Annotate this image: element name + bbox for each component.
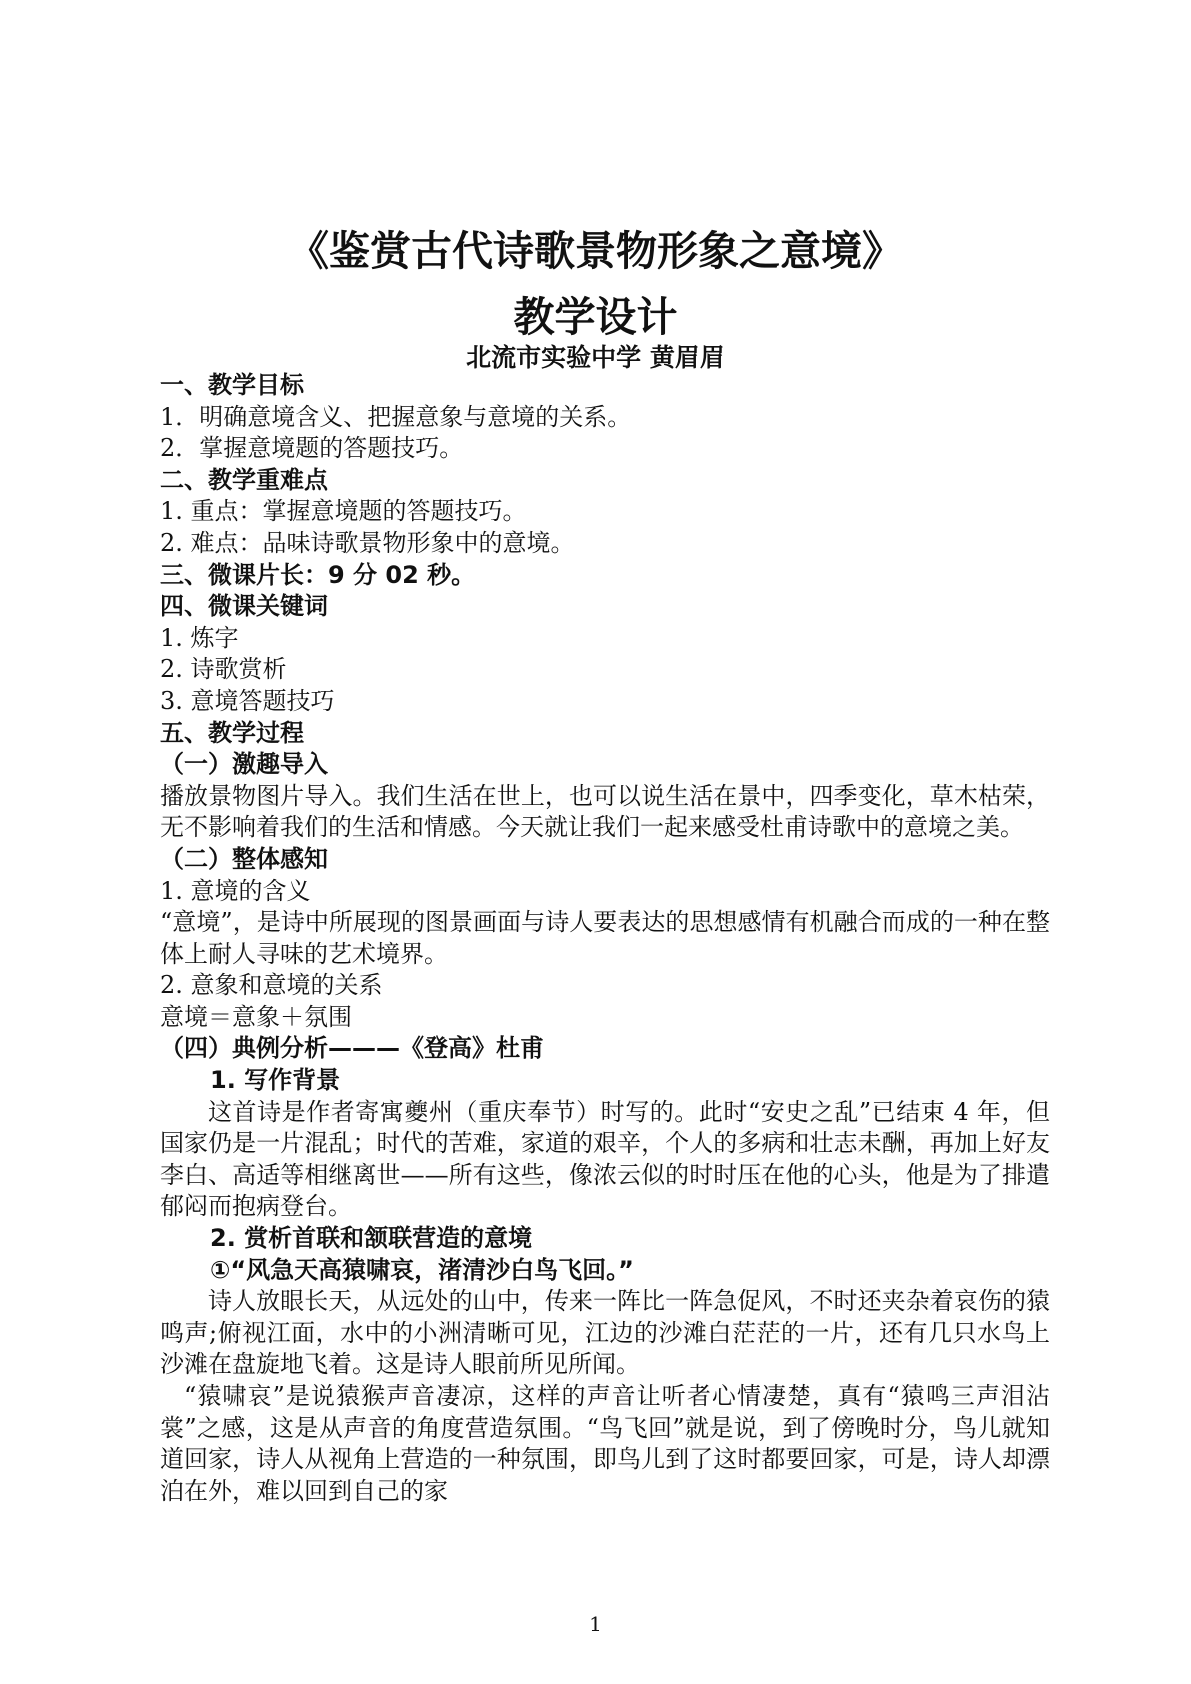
section-heading-keywords: 四、微课关键词 [160, 592, 328, 621]
verse-quote: ①“风急天高猿啸哀，渚清沙白鸟飞回。” [210, 1255, 634, 1284]
subsection-heading-example: （四）典例分析———《登高》杜甫 [160, 1034, 544, 1063]
sub-heading-background: 1. 写作背景 [210, 1066, 341, 1095]
doc-title: 《鉴赏古代诗歌景物形象之意境》 [288, 227, 903, 275]
page-number: 1 [589, 1612, 602, 1636]
author-line: 北流市实验中学 黄眉眉 [466, 343, 725, 372]
formula-line: 意境＝意象＋氛围 [160, 1002, 352, 1031]
paragraph-background: 这首诗是作者寄寓夔州（重庆奉节）时写的。此时“安史之乱”已结束 4 年，但国家仍是一片混乱；时代的苦难，家道的艰辛，个人的多病和壮志未酬，再加上好友李白、高适等相继离世——所有这些，像浓云似的时时压在他的心头，他是为了排遣郁闷而抱病登台。 [160, 1097, 1050, 1221]
sub-heading-analysis: 2. 赏析首联和颔联营造的意境 [210, 1224, 533, 1253]
section-heading-process: 五、教学过程 [160, 718, 304, 747]
list-item: 2. 难点：品味诗歌景物形象中的意境。 [160, 528, 575, 557]
doc-subtitle: 教学设计 [513, 293, 678, 341]
paragraph-verse-1: 诗人放眼长天，从远处的山中，传来一阵比一阵急促风，不时还夹杂着哀伤的猿鸣声;俯视江面，水中的小洲清晰可见，江边的沙滩白茫茫的一片，还有几只水鸟上沙滩在盘旋地飞着。这是诗人眼前所见所闻。 [160, 1287, 1050, 1379]
sub-heading-meaning: 1. 意境的含义 [160, 876, 311, 905]
section-heading-duration: 三、微课片长：9 分 02 秒。 [160, 560, 476, 589]
list-item: 1．明确意境含义、把握意象与意境的关系。 [160, 402, 632, 431]
paragraph-intro: 播放景物图片导入。我们生活在世上，也可以说生活在景中，四季变化，草木枯荣，无不影响着我们的生活和情感。今天就让我们一起来感受杜甫诗歌中的意境之美。 [160, 781, 1050, 842]
section-heading-objectives: 一、教学目标 [160, 371, 304, 399]
sub-heading-relation: 2. 意象和意境的关系 [160, 971, 383, 1000]
list-item: 1. 炼字 [160, 623, 239, 652]
list-item: 2．掌握意境题的答题技巧。 [160, 434, 464, 463]
paragraph-definition: “意境”，是诗中所展现的图景画面与诗人要表达的思想感情有机融合而成的一种在整体上耐人寻味的艺术境界。 [160, 908, 1050, 968]
list-item: 2. 诗歌赏析 [160, 655, 287, 684]
subsection-heading-intro: （一）激趣导入 [160, 750, 328, 779]
section-heading-key-points: 二、教学重难点 [160, 465, 328, 494]
list-item: 3. 意境答题技巧 [160, 686, 335, 715]
doc-body [160, 370, 1050, 1507]
subsection-heading-overview: （二）整体感知 [160, 844, 328, 873]
list-item: 1. 重点：掌握意境题的答题技巧。 [160, 497, 527, 526]
paragraph-verse-2: “猿啸哀”是说猿猴声音凄凉，这样的声音让听者心情凄楚，真有“猿鸣三声泪沾裳”之感，这是从声音的角度营造氛围。“鸟飞回”就是说，到了傍晚时分，鸟儿就知道回家，诗人从视角上营造的一种氛围，即鸟儿到了这时都要回家，可是，诗人却漂泊在外，难以回到自己的家 [160, 1382, 1050, 1505]
